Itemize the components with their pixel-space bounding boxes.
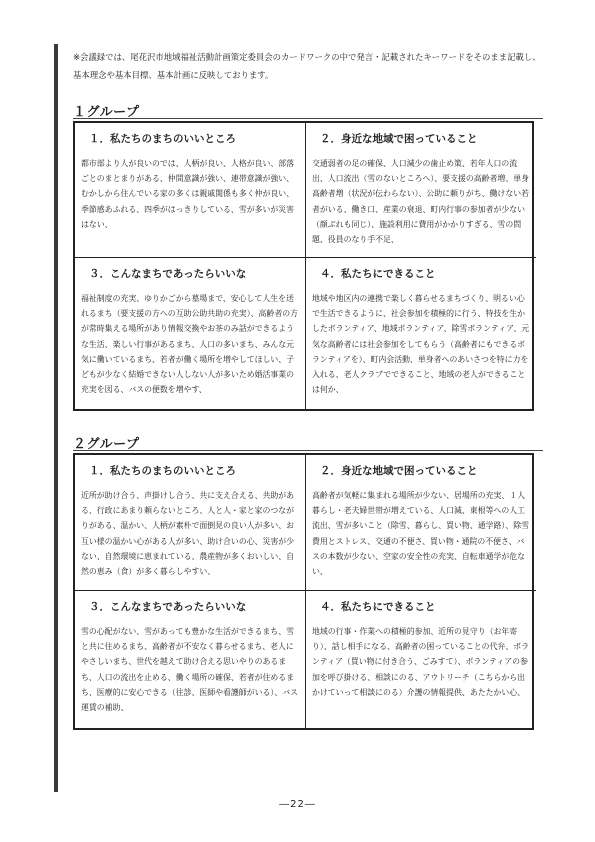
group-2-cell-actions bbox=[306, 591, 536, 728]
cell-body: 交通弱者の足の確保、人口減少の歯止め策、若年人口の流出、人口流出（雪のないところへ）、要支援の高齢者増、単身高齢者増（状況が伝わらない）、公助に頼りがち、働けない若者がいる、働き口、産業の衰退、町内行事の参加者が少ない（顔ぶれも同じ）、施設利用に費用がかかりすぎる、雪の問題、役員のなり手不足、 bbox=[312, 159, 529, 245]
cell-title: ２．身近な地域で困っていること bbox=[320, 465, 478, 477]
cell-title: ４．私たちにできること bbox=[320, 601, 436, 613]
note-paragraph: ※会議録では、尾花沢市地域福祉活動計画策定委員会のカードワークの中で発言・記載されたキーワードをそのまま記載し、基本理念や基本目標、基本計画に反映しております。 bbox=[73, 52, 541, 80]
group-2-cell-good-points bbox=[75, 455, 306, 591]
group-1-cell-wishes bbox=[75, 258, 306, 409]
cell-title: ３．こんなまちであったらいいな bbox=[89, 268, 247, 280]
cell-body: 地域や地区内の連携で楽しく暮らせるまちづくり、明るい心で生活できるように、社会参加を積極的に行う、特技を生かしたボランティア、地域ボランティア、除雪ボランティア、元気な高齢者には社会参加をしてもらう（高齢者にもできるボランティアを）、町内会活動、単身者へのあいさつを特に力を入れる、老人クラブでできること、地域の老人ができることは何か、 bbox=[312, 294, 530, 395]
page-number: ―22― bbox=[279, 799, 316, 810]
cell-body: 都市部より人が良いのでは、人柄が良い、人格が良い、部落ごとのまとまりがある、仲間意識が強い、連帯意識が強い、むかしから住んでいる家の多くは親戚関係も多く仲が良い、季節感あふれる、四季がはっきりしている、雪が多いが災害はない、 bbox=[81, 159, 295, 229]
group-2-grid bbox=[73, 453, 534, 730]
cell-body: 近所が助け合う、声掛けし合う、共に支え合える、共助がある、行政にあまり頼らないところ、人と人・家と家のつながりがある、温かい、人柄が素朴で面倒見の良い人が多い、お互い様の温かい心がある人が多い、助け合いの心、災害が少ない、自然環境に恵まれている、農産物が多くおいしい、自然の恵み（食）が多く暮らしやすい、 bbox=[81, 491, 295, 577]
group-2-underline bbox=[73, 450, 543, 451]
group-1-underline bbox=[73, 118, 543, 119]
group-1-cell-good-points bbox=[75, 123, 306, 258]
group-1-grid bbox=[73, 121, 534, 411]
cell-body: 雪の心配がない、雪があっても豊かな生活ができるまち、雪と共に住めるまち、高齢者が不安なく暮らせるまち、老人にやさしいまち、世代を越えて助け合える思いやりのあるまち、人口の流出を止める、働く場所の確保、若者が住めるまち、医療的に安心できる（往診、医師や看護師がいる）、バス運賃の補助、 bbox=[81, 627, 298, 713]
cell-title: １．私たちのまちのいいところ bbox=[89, 133, 236, 145]
group-1-cell-actions bbox=[306, 258, 536, 409]
cell-body: 地域の行事・作業への積極的参加、近所の見守り（お年寄り）、話し相手になる、高齢者の困っていることの代弁、ボランティア（買い物に付き合う、ごみすて）、ボランティアの参加を呼び掛ける、相談にのる、アウトリーチ（こちらから出かけていって相談にのる）介護の情報提供、あたたかい心、 bbox=[312, 627, 529, 697]
group-2-cell-problems bbox=[306, 455, 536, 591]
group-2-title: ２グループ bbox=[73, 437, 140, 452]
group-1-cell-problems bbox=[306, 123, 536, 258]
cell-body: 福祉制度の充実、ゆりかごから墓場まで、安心して人生を送れるまち（要支援の方への互助公助共助の充実）、高齢者の方が常時集える場所があり情報交換やお茶のみ話ができるような生活、楽しい行事があるまち、人口の多いまち、みんな元気に働いているまち、若者が働く場所を増やしてほしい、子どもが少なく結婚できない人しない人が多いため婚活事業の充実を図る、バスの便数を増やす、 bbox=[81, 294, 298, 395]
cell-title: ２．身近な地域で困っていること bbox=[320, 133, 478, 145]
group-2-cell-wishes bbox=[75, 591, 306, 728]
cell-body: 高齢者が気軽に集まれる場所が少ない、居場所の充実、１人暮らし・老夫婦世帯が増えている、人口減、東根等への人工流出、雪が多いこと（除雪、暮らし、買い物、通学路）、除雪費用とストレス、交通の不便さ、買い物・通院の不便さ、バスの本数が少ない、空家の安全性の充実、自転車通学が危ない、 bbox=[312, 491, 529, 577]
group-1-title: １グループ bbox=[73, 105, 140, 120]
cell-title: １．私たちのまちのいいところ bbox=[89, 465, 236, 477]
left-margin-bar bbox=[54, 44, 58, 792]
cell-title: ４．私たちにできること bbox=[320, 268, 436, 280]
cell-title: ３．こんなまちであったらいいな bbox=[89, 601, 247, 613]
